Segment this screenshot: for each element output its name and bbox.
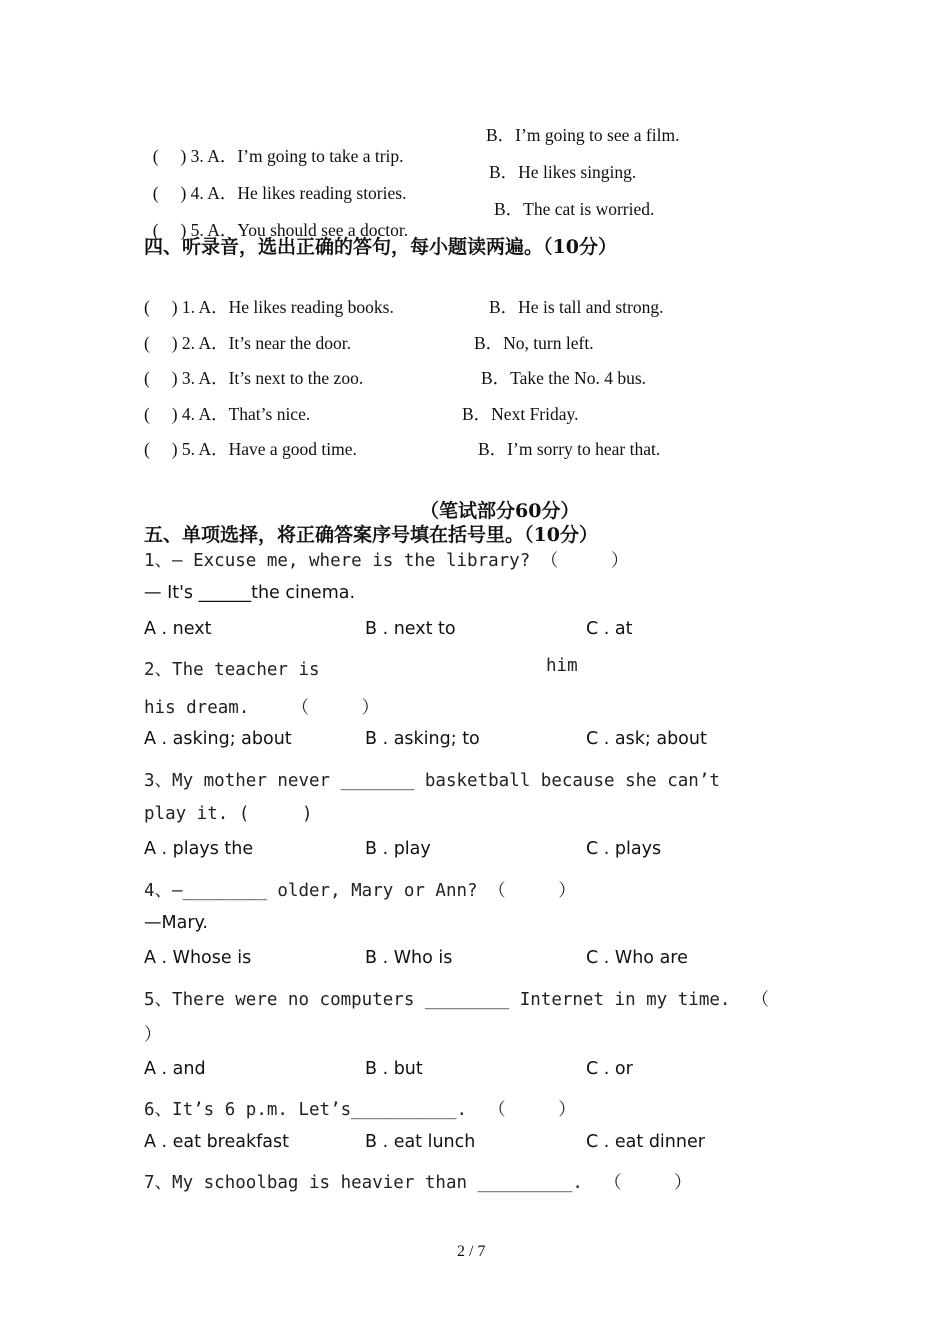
question-6-stem: 6、It’s 6 p.m. Let’s__________. （ ）	[144, 1100, 576, 1120]
section-4-title: 四、听录音，选出正确的答句，每小题读两遍。（10分）	[144, 236, 617, 258]
option-c: C . eat dinner	[586, 1132, 705, 1152]
listening-item: ( ) 2. A．It’s near the door.	[144, 333, 352, 353]
question-1-stem: 1、— Excuse me, where is the library? （ ）	[144, 551, 629, 571]
option-a: A . and	[144, 1059, 206, 1079]
option-a: A . eat breakfast	[144, 1132, 289, 1152]
option-b: B．I’m sorry to hear that.	[478, 439, 661, 459]
option-a: A . asking; about	[144, 729, 292, 749]
option-b: B . asking; to	[365, 729, 480, 749]
item-label: ( ) 3. A．I’m going to take a trip.	[152, 146, 404, 166]
question-2-line2: his dream. （ ）	[144, 698, 380, 718]
question-3-line2: play it. ( )	[144, 804, 313, 824]
option-c: C . at	[586, 619, 633, 639]
option-b: B．I’m going to see a film.	[486, 125, 680, 145]
option-b: B . play	[365, 839, 431, 859]
section-5-title: 五、单项选择，将正确答案序号填在括号里。（10分）	[144, 524, 598, 546]
item-label: ( ) 4. A．He likes reading stories.	[152, 183, 407, 203]
option-b: B . Who is	[365, 948, 453, 968]
listening-item: ( ) 3. A．It’s next to the zoo.	[144, 368, 364, 388]
option-c: C . Who are	[586, 948, 688, 968]
question-2-stem: 2、The teacher is	[144, 660, 320, 680]
option-b: B . eat lunch	[365, 1132, 476, 1152]
question-4-line2: —Mary.	[144, 913, 208, 933]
option-b: B．The cat is worried.	[494, 199, 655, 219]
option-b: B．He likes singing.	[489, 162, 637, 182]
option-a: A . Whose is	[144, 948, 252, 968]
option-c: C . plays	[586, 839, 662, 859]
option-a: A . next	[144, 619, 212, 639]
question-2-stem-tail: him	[546, 656, 578, 676]
question-5-line2: ）	[144, 1025, 162, 1045]
option-b: B . next to	[365, 619, 456, 639]
option-c: C . ask; about	[586, 729, 707, 749]
listening-item: ( ) 4. A．That’s nice.	[144, 404, 311, 424]
option-b: B．Next Friday.	[462, 404, 579, 424]
question-7-stem: 7、My schoolbag is heavier than _________. （ ）	[144, 1173, 692, 1193]
written-part-heading: （笔试部分60分）	[420, 500, 580, 522]
option-a: A . plays the	[144, 839, 254, 859]
question-3-stem: 3、My mother never _______ basketball because she can’t	[144, 771, 720, 791]
option-b: B．No, turn left.	[474, 333, 594, 353]
option-b: B . but	[365, 1059, 423, 1079]
question-1-line2: — It's ______the cinema.	[144, 583, 356, 603]
listening-item: ( ) 1. A．He likes reading books.	[144, 297, 394, 317]
listening-item: ( ) 5. A．Have a good time.	[144, 439, 357, 459]
option-b: B．Take the No. 4 bus.	[481, 368, 647, 388]
page-number: 2 / 7	[457, 1243, 486, 1260]
option-c: C . or	[586, 1059, 633, 1079]
question-5-stem: 5、There were no computers ________ Internet in my time. （	[144, 990, 770, 1010]
option-b: B．He is tall and strong.	[489, 297, 664, 317]
question-4-stem: 4、—________ older, Mary or Ann? （ ）	[144, 881, 576, 901]
item-label: ( ) 5. A．You should see a doctor.	[152, 220, 409, 240]
